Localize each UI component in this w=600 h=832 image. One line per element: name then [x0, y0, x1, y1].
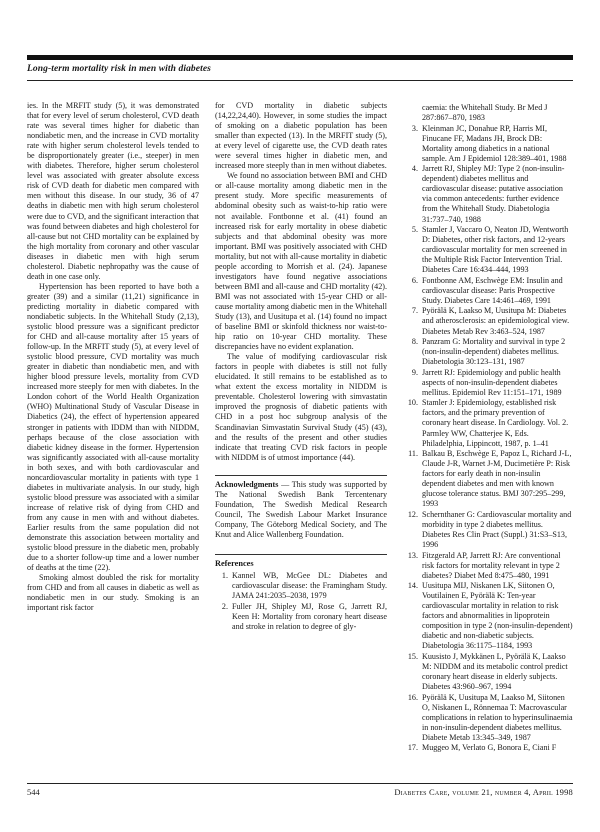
- reference-number: 8.: [411, 337, 418, 347]
- reference-number: 1.: [221, 571, 228, 581]
- reference-number: 10.: [407, 398, 418, 408]
- reference-number: 17.: [407, 743, 418, 753]
- reference-text: Kannel WB, McGee DL: Diabetes and cardiovascular disease: the Framingham Study. JAMA 241:2035–2038, 1979: [232, 571, 387, 601]
- reference-number: 5.: [411, 225, 418, 235]
- paragraph: We found no association between BMI and CHD or all-cause mortality among diabetic men in the present study. More specific measurements of abdominal obesity such as waist-to-hip ratio were not available. Fontbonne et al. (41) found an increased risk for early mortality in obese diabetic subjects and that abdominal obesity was more important. BMI was positively associated with CHD mortality, but not with all-cause mortality in diabetic people according to Morrish et al. (24). Japanese investigators have found negative associations between BMI and all-cause and CHD mortality (42). BMI was not associated with 15-year CHD or all-cause mortality among diabetic men in the Whitehall Study (13), and Uusitupa et al. (14) found no impact of baseline BMI or skinfold thickness nor waist-to-hip ratio on 10-year CHD mortality. These discrepancies have no evident explanation.: [215, 171, 387, 352]
- reference-text: Fitzgerald AP, Jarrett RJ: Are conventional risk factors for mortality relevant in type 2 diabetes? Diabet Med 8:475–480, 1991: [422, 550, 561, 580]
- reference-item: [215, 602, 387, 632]
- acknowledgments-text: — This study was supported by The National Swedish Bank Tercentenary Foundation, The Swedish Medical Research Council, The Swedish Labour Market Insurance Company, The Göteborg Medical Society, and The Knut and Alice Wallenberg Foundation.: [215, 479, 387, 539]
- reference-number: 16.: [407, 692, 418, 702]
- reference-number: 6.: [411, 275, 418, 285]
- reference-item: [402, 164, 573, 224]
- reference-text: Muggeo M, Verlato G, Bonora E, Ciani F: [422, 743, 557, 753]
- acknowledgments-label: Acknowledgments: [215, 479, 279, 489]
- paragraph: ies. In the MRFIT study (5), it was demonstrated that for every level of serum cholesterol, CVD death rate was several times higher for diabetic than nondiabetic men, and the increase in CVD mortality rate with higher serum cholesterol levels tended to be disproportionately greater (i.e., steeper) in men with diabetes. Therefore, higher serum cholesterol level was associated with greater absolute excess risk of CVD death for diabetic men compared with men without this disease. In our study, 36 of 47 deaths in diabetic men with high serum cholesterol were due to CVD, and the significant interaction that was found between diabetes and high cholesterol for all-cause but not CHD mortality can be explained by the high mortality from coronary and other vascular diseases in diabetic men with high serum cholesterol. Diabetic nephropathy was the cause of death in one case only.: [27, 101, 199, 281]
- journal-citation: Diabetes Care, volume 21, number 4, April 1998: [394, 787, 573, 797]
- reference-number: 13.: [407, 550, 418, 560]
- reference-text: caemia: the Whitehall Study. Br Med J 287:867–870, 1983: [422, 103, 548, 123]
- reference-text: Pyörälä K, Uusitupa M, Laakso M, Siitonen O, Niskanen L, Rönnemaa T: Macrovascular complications in relation to hyperinsulinaemia in non-insulin-dependent diabetes mellitus. Diabete Metab 13:345–349, 1987: [422, 692, 573, 742]
- paragraph: The value of modifying cardiovascular risk factors in people with diabetes is still not fully elucidated. It still remains to be established as to what extent the excess mortality in NIDDM is preventable. Cholesterol lowering with simvastatin improved the prognosis of diabetic patients with CHD in a post hoc subgroup analysis of the Scandinavian Simvastatin Survival Study (45) (43), and the results of the present and other studies indicate that treating CVD risk factors in people with NIDDM is of utmost importance (44).: [215, 352, 387, 462]
- reference-number: 4.: [411, 164, 418, 174]
- reference-text: Stamler J, Vaccaro O, Neaton JD, Wentworth D: Diabetes, other risk factors, and 12-years cardiovascular mortality for men screened in the Multiple Risk Factor Intervention Trial. Diabetes Care 16:434–444, 1993: [422, 225, 569, 275]
- reference-text: Jarrett RJ: Epidemiology and public health aspects of non-insulin-dependent diabetes mellitus. Epidemiol Rev 11:151–171, 1989: [422, 367, 562, 397]
- reference-text: Fontbonne AM, Eschwège EM: Insulin and cardiovascular disease: Paris Prospective Study. Diabetes Care 14:461–469, 1991: [422, 275, 563, 305]
- reference-item: [402, 398, 573, 448]
- reference-item: [402, 693, 573, 743]
- reference-text: Uusitupa MIJ, Niskanen LK, Siitonen O, Voutilainen E, Pyörälä K: Ten-year cardiovascular mortality in relation to risk factors and abnormalities in lipoprotein composition in type 2 (non-insulin-dependent) diabetic and non-diabetic subjects. Diabetologia 36:1175–1184, 1993: [422, 581, 573, 651]
- column-middle: [215, 101, 387, 632]
- reference-item: [402, 652, 573, 692]
- header-rule: [27, 80, 573, 81]
- references-heading: References: [215, 554, 387, 569]
- reference-text: Kleinman JC, Donahue RP, Harris MI, Finucane FF, Madans JH, Brock DB: Mortality among diabetics in a national sample. Am J Epidemiol 128:389–401, 1988: [422, 123, 567, 163]
- reference-item: [402, 743, 573, 753]
- reference-item: [402, 368, 573, 398]
- reference-item: [402, 306, 573, 336]
- reference-text: Pyörälä K, Laakso M, Uusitupa M: Diabetes and atherosclerosis: an epidemiological view. Diabetes Metab Rev 3:463–524, 1987: [422, 306, 570, 336]
- reference-number: 7.: [411, 306, 418, 316]
- reference-text: Panzram G: Mortality and survival in type 2 (non-insulin-dependent) diabetes mellitus. Diabetologia 30:123–131, 1987: [422, 337, 566, 367]
- column-left: [27, 101, 199, 613]
- reference-text: Kuusisto J, Mykkänen L, Pyörälä K, Laakso M: NIDDM and its metabolic control predict coronary heart disease in elderly subjects. Diabetes 43:960–967, 1994: [422, 652, 568, 692]
- footer-rule: [27, 783, 573, 784]
- reference-text: Stamler J: Epidemiology, established risk factors, and the primary prevention of coronary heart disease. In Cardiology. Vol. 2. Parmley WW, Chatterjee K, Eds. Philadelphia, Lippincott, 1987, p. 1–41: [422, 398, 569, 448]
- paragraph: Hypertension has been reported to have both a greater (39) and a similar (11,21) significance in predicting mortality in diabetic compared with nondiabetic subjects. In the Whitehall Study (2,13), systolic blood pressure was a significant predictor for CHD and all-cause mortality after 15 years of follow-up. In the MRFIT study (5), at every level of systolic blood pressure, CVD mortality was much greater in diabetic than nondiabetic men, and with higher blood pressure levels, mortality from CVD increased more steeply for men with diabetes. In the London cohort of the World Health Organization (WHO) Multinational Study of Vascular Disease in Diabetics (24), the effect of hypertension appeared stronger in patients with IDDM than with NIDDM, perhaps because of the close association with diabetic kidney disease in the former. Hypertension was significantly associated with all-cause mortality in both sexes, and with both cardiovascular and noncardiovascular mortality in patients with type 1 diabetes in multivariate analysis. In our study, high systolic blood pressure was associated with a similar increase of relative risk of dying from CHD and from any cause in men with and without diabetes. Earlier results from the same population did not demonstrate this association between mortality and systolic blood pressure in the diabetic men, probably due to a shorter follow-up time and a lower number of deaths at the time (22).: [27, 281, 199, 573]
- reference-number: 14.: [407, 581, 418, 591]
- reference-text: Fuller JH, Shipley MJ, Rose G, Jarrett RJ, Keen H: Mortality from coronary heart disease and stroke in relation to degree of gly-: [232, 601, 387, 631]
- reference-item: [402, 276, 573, 306]
- running-head: Long-term mortality risk in men with diabetes: [27, 64, 211, 74]
- reference-list: [402, 103, 573, 754]
- column-right: [402, 101, 573, 754]
- reference-continuation: [402, 103, 573, 123]
- reference-item: [402, 124, 573, 164]
- reference-item: [402, 510, 573, 550]
- reference-number: 3.: [411, 123, 418, 133]
- acknowledgments: [215, 475, 387, 540]
- reference-number: 12.: [407, 509, 418, 519]
- reference-item: [402, 551, 573, 581]
- reference-number: 11.: [408, 449, 418, 459]
- page-number: 544: [27, 787, 40, 797]
- reference-item: [402, 581, 573, 651]
- reference-text: Schernthaner G: Cardiovascular mortality and morbidity in type 2 diabetes mellitus. Diabetes Res Clin Pract (Suppl.) 31:S3–S13, 1996: [422, 509, 572, 550]
- reference-item: [215, 571, 387, 601]
- reference-item: [402, 449, 573, 509]
- header-bar: [27, 55, 573, 60]
- reference-number: 15.: [407, 652, 418, 662]
- paragraph: for CVD mortality in diabetic subjects (14,22,24,40). However, in some studies the impact of smoking on a diabetic population has been smaller than expected (13). In the MRFIT study (5), at every level of cigarette use, the CVD death rates were several times higher in diabetic men, and increased more steeply than in men without diabetes.: [215, 101, 387, 171]
- reference-number: 9.: [411, 367, 418, 377]
- reference-text: Jarrett RJ, Shipley MJ: Type 2 (non-insulin-dependent) diabetes mellitus and cardiovascular disease: putative association via common antecedents: further evidence from the Whitehall Study. Diabetologia 31:737–740, 1988: [422, 164, 565, 224]
- reference-list: [215, 571, 387, 632]
- reference-number: 2.: [221, 601, 228, 611]
- paragraph: Smoking almost doubled the risk for mortality from CHD and from all causes in diabetic as well as nondiabetic men in our study. Smoking is an important risk factor: [27, 573, 199, 613]
- reference-item: [402, 225, 573, 275]
- reference-item: [402, 337, 573, 367]
- reference-text: Balkau B, Eschwège E, Papoz L, Richard J-L, Claude J-R, Warnet J-M, Ducimetière P: Risk factors for early death in non-insulin dependent diabetes and men with known glucose tolerance status. BMJ 307:295–299, 1993: [422, 449, 572, 509]
